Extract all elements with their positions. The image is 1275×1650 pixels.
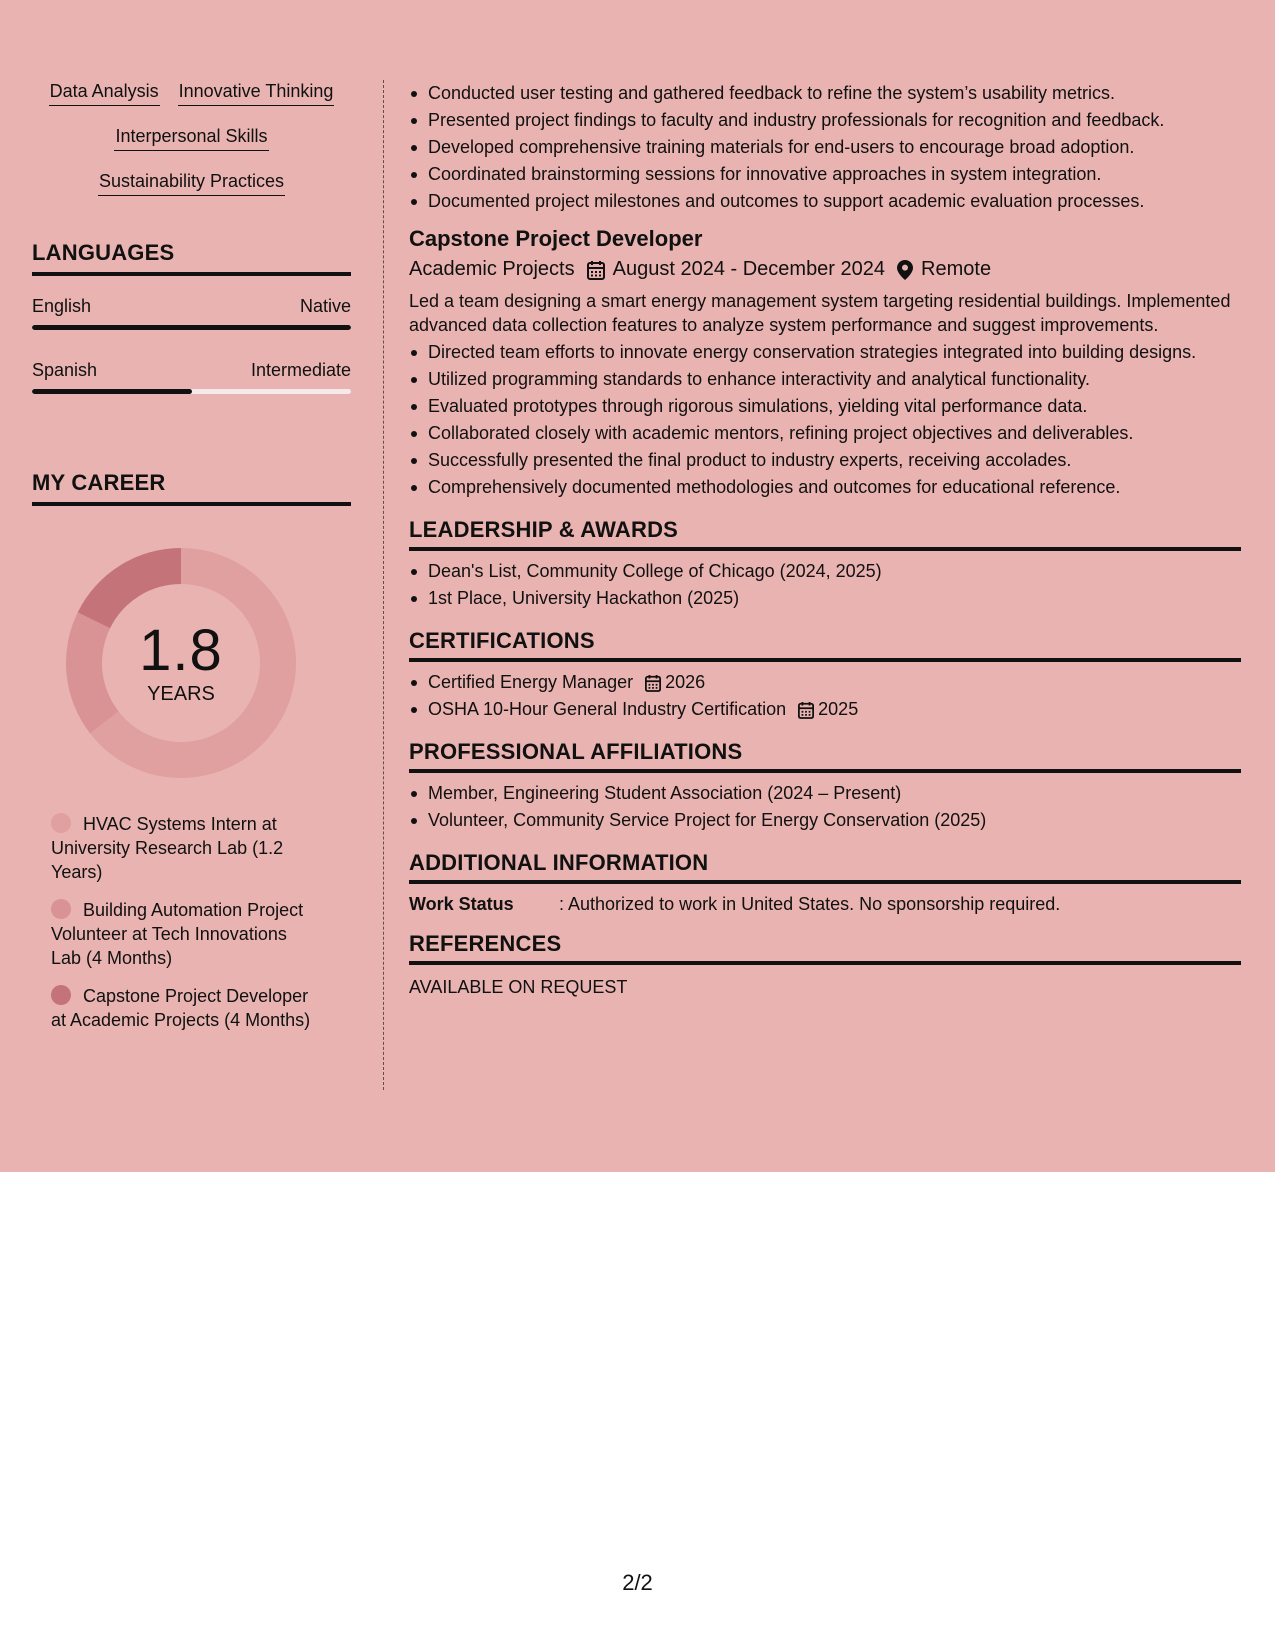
location-pin-icon bbox=[897, 260, 913, 280]
language-level: Intermediate bbox=[250, 360, 351, 380]
legend-item bbox=[51, 898, 317, 970]
career-legend bbox=[32, 812, 317, 1032]
work-status-value: : Authorized to work in United States. No sponsorship required. bbox=[559, 894, 1061, 914]
list-item: Utilized programming standards to enhance interactivity and analytical functionality. bbox=[409, 366, 1241, 393]
career-total-years: 1.8 bbox=[139, 617, 223, 683]
right-column bbox=[409, 80, 1241, 998]
calendar-icon bbox=[798, 701, 814, 719]
skill-tag: Data Analysis bbox=[49, 78, 160, 106]
job-title: Capstone Project Developer bbox=[409, 226, 703, 251]
skill-tag: Sustainability Practices bbox=[98, 168, 285, 196]
job-dates: August 2024 - December 2024 bbox=[612, 258, 886, 280]
certifications-title: CERTIFICATIONS bbox=[409, 628, 1241, 662]
skills-list bbox=[32, 78, 351, 196]
language-bar bbox=[32, 325, 351, 330]
references-title: REFERENCES bbox=[409, 931, 1241, 965]
job-bullets bbox=[409, 339, 1241, 501]
job-meta bbox=[409, 258, 1241, 281]
legend-label: Building Automation Project Volunteer at Tech Innovations Lab (4 Months) bbox=[51, 900, 304, 968]
list-item bbox=[409, 669, 1241, 696]
certifications-section bbox=[409, 628, 1241, 723]
column-divider bbox=[383, 80, 384, 1090]
work-status-label: Work Status bbox=[409, 894, 514, 914]
language-name: English bbox=[32, 296, 92, 316]
list-item: 1st Place, University Hackathon (2025) bbox=[409, 585, 1241, 612]
previous-job-bullets bbox=[409, 80, 1241, 215]
list-item: Evaluated prototypes through rigorous simulations, yielding vital performance data. bbox=[409, 393, 1241, 420]
job-location: Remote bbox=[921, 258, 992, 280]
leadership-title: LEADERSHIP & AWARDS bbox=[409, 517, 1241, 551]
legend-item bbox=[51, 812, 317, 884]
affiliations-title: PROFESSIONAL AFFILIATIONS bbox=[409, 739, 1241, 773]
skill-tag: Innovative Thinking bbox=[178, 78, 335, 106]
calendar-icon bbox=[645, 674, 661, 692]
career-title: MY CAREER bbox=[32, 470, 351, 506]
legend-dot bbox=[51, 985, 71, 1005]
list-item: Directed team efforts to innovate energy conservation strategies integrated into building designs. bbox=[409, 339, 1241, 366]
language-bar bbox=[32, 389, 351, 394]
additional-info-section bbox=[409, 850, 1241, 915]
legend-dot bbox=[51, 813, 71, 833]
career-section bbox=[32, 470, 351, 1032]
list-item: Dean's List, Community College of Chicago (2024, 2025) bbox=[409, 558, 1241, 585]
list-item: Comprehensively documented methodologies and outcomes for educational reference. bbox=[409, 474, 1241, 501]
legend-label: Capstone Project Developer at Academic Projects (4 Months) bbox=[51, 986, 311, 1030]
certification-year: 2025 bbox=[818, 699, 859, 719]
job-company: Academic Projects bbox=[409, 258, 575, 280]
legend-item bbox=[51, 984, 317, 1032]
references-text: AVAILABLE ON REQUEST bbox=[409, 977, 628, 997]
language-row bbox=[32, 296, 351, 317]
career-donut-chart bbox=[66, 548, 296, 778]
list-item: Collaborated closely with academic mentors, refining project objectives and deliverables. bbox=[409, 420, 1241, 447]
additional-info-title: ADDITIONAL INFORMATION bbox=[409, 850, 1241, 884]
language-name: Spanish bbox=[32, 360, 98, 380]
list-item: Volunteer, Community Service Project for Energy Conservation (2025) bbox=[409, 807, 1241, 834]
career-total-label: YEARS bbox=[147, 682, 215, 705]
legend-dot bbox=[51, 899, 71, 919]
list-item: Coordinated brainstorming sessions for innovative approaches in system integration. bbox=[409, 161, 1241, 188]
certification-year: 2026 bbox=[665, 672, 706, 692]
list-item: Developed comprehensive training materials for end-users to encourage broad adoption. bbox=[409, 134, 1241, 161]
list-item: Member, Engineering Student Association (2024 – Present) bbox=[409, 780, 1241, 807]
language-level: Native bbox=[299, 296, 351, 316]
leadership-section bbox=[409, 517, 1241, 612]
certification-name: OSHA 10-Hour General Industry Certification bbox=[428, 699, 787, 719]
language-bar-fill bbox=[32, 389, 192, 394]
calendar-icon bbox=[587, 260, 605, 280]
list-item: Successfully presented the final product to industry experts, receiving accolades. bbox=[409, 447, 1241, 474]
languages-title: LANGUAGES bbox=[32, 240, 351, 276]
list-item bbox=[409, 696, 1241, 723]
list-item: Presented project findings to faculty and industry professionals for recognition and feedback. bbox=[409, 107, 1241, 134]
certification-name: Certified Energy Manager bbox=[428, 672, 634, 692]
skill-tag: Interpersonal Skills bbox=[114, 123, 268, 151]
affiliations-section bbox=[409, 739, 1241, 834]
list-item: Conducted user testing and gathered feedback to refine the system’s usability metrics. bbox=[409, 80, 1241, 107]
list-item: Documented project milestones and outcomes to support academic evaluation processes. bbox=[409, 188, 1241, 215]
language-row bbox=[32, 360, 351, 381]
languages-section bbox=[32, 240, 351, 394]
work-status-row bbox=[409, 894, 1241, 915]
job-description: Led a team designing a smart energy management system targeting residential buildings. Implemented advanced data collection features to analyze system performance and suggest improvements. bbox=[409, 291, 1231, 335]
language-bar-fill bbox=[32, 325, 351, 330]
left-column bbox=[32, 78, 351, 1046]
page-number: 2/2 bbox=[622, 1570, 653, 1595]
legend-label: HVAC Systems Intern at University Research Lab (1.2 Years) bbox=[51, 814, 284, 882]
references-section bbox=[409, 931, 1241, 998]
